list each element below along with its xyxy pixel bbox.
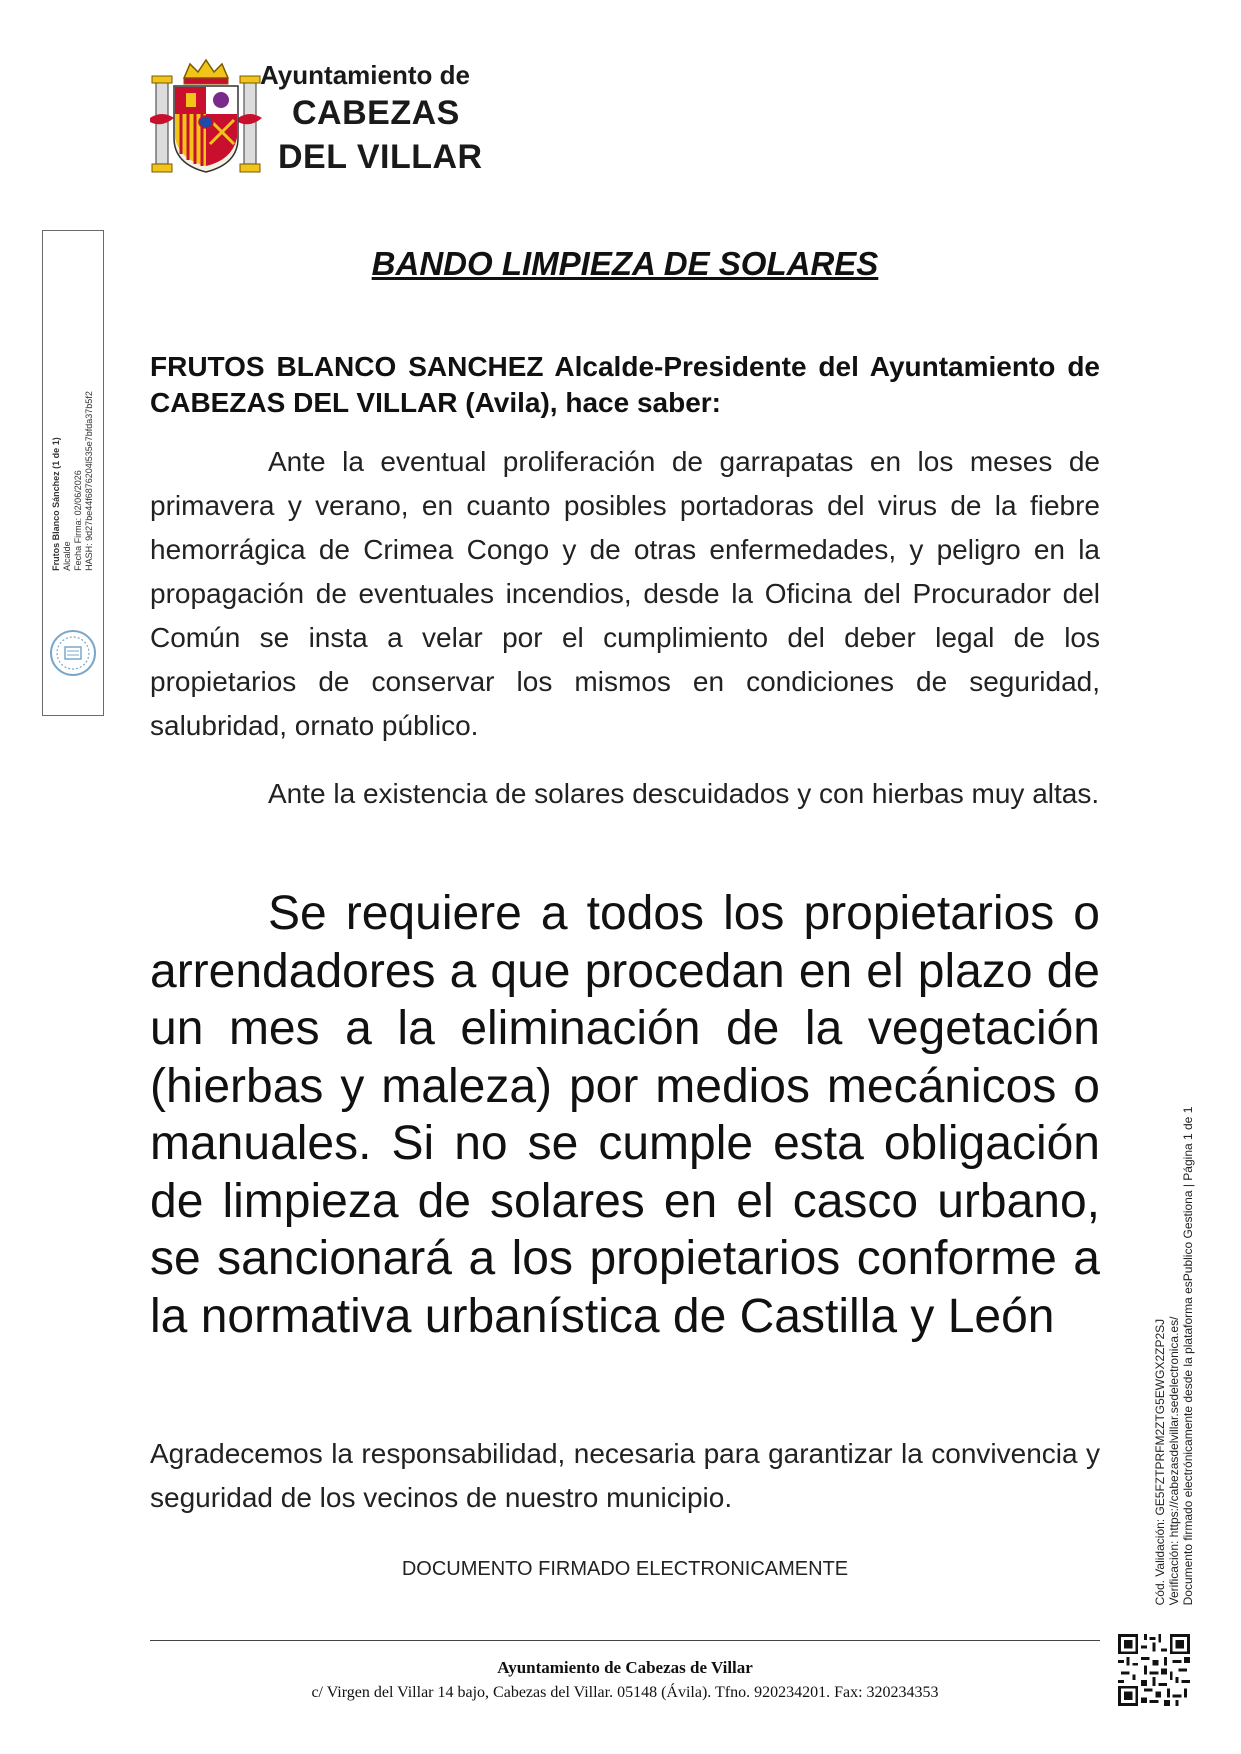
signature-date: Fecha Firma: 02/06/2026 — [73, 470, 83, 571]
signature-hash: HASH: 9d27be44f6876204l535e7bfda37b5f2 — [84, 391, 94, 571]
signature-panel — [42, 230, 104, 716]
mayor-intro: FRUTOS BLANCO SANCHEZ Alcalde-Presidente del Ayuntamiento de CABEZAS DEL VILLAR (Avila), hace saber: — [150, 351, 1100, 418]
footer-organization: Ayuntamiento de Cabezas de Villar — [497, 1658, 753, 1677]
logo-text-line3: DEL VILLAR — [278, 138, 483, 176]
footer-address: c/ Virgen del Villar 14 bajo, Cabezas del Villar. 05148 (Ávila). Tfno. 920234201. Fax: 320234353 — [311, 1684, 939, 1701]
signed-note: DOCUMENTO FIRMADO ELECTRONICAMENTE — [401, 1558, 849, 1580]
platform-note: Documento firmado electrónicamente desde la plataforma esPublico Gestiona | Página 1 de 1 — [1181, 1106, 1195, 1606]
qr-code-icon — [1118, 1634, 1190, 1706]
paragraph-requirement: Se requiere a todos los propietarios o arrendadores a que procedan en el plazo de un mes a la eliminación de la vegetación (hierbas y maleza) por medios mecánicos o manuales. Si no se cumple esta obligación de limpieza de solares en el casco urbano, se sancionará a los propietarios conforme a la normativa urbanística de Castilla y León — [150, 887, 1100, 1343]
validation-code: Cód. Validación: GE5FZTPRFM2ZTG5EWGX2ZP2SJ — [1153, 1318, 1167, 1606]
footer-divider — [150, 1640, 1100, 1641]
paragraph-thanks: Agradecemos la responsabilidad, necesaria para garantizar la convivencia y seguridad de los vecinos de nuestro municipio. — [150, 1438, 1100, 1513]
logo-text-line1: Ayuntamiento de — [260, 60, 470, 90]
validation-details — [1153, 1107, 1195, 1606]
signature-details — [51, 391, 95, 571]
signer-role: Alcalde — [62, 541, 72, 571]
coat-of-arms-icon — [150, 56, 262, 178]
signer-name: Frutos Blanco Sánchez (1 de 1) — [51, 437, 61, 571]
verification-url[interactable]: Verificación: https://cabezasdelvillar.sedelectronica.es/ — [1167, 1316, 1181, 1606]
document-title: BANDO LIMPIEZA DE SOLARES — [371, 245, 879, 282]
municipal-seal-icon — [49, 629, 97, 677]
logo-text-line2: CABEZAS — [292, 94, 460, 132]
paragraph-situation: Ante la existencia de solares descuidados y con hierbas muy altas. — [268, 778, 1100, 809]
paragraph-context: Ante la eventual proliferación de garrapatas en los meses de primavera y verano, en cuanto posibles portadoras del virus de la fiebre hemorrágica de Crimea Congo y de otras enfermedades, y peligro en la propagación de eventuales incendios, desde la Oficina del Procurador del Común se insta a velar por el cumplimiento del deber legal de los propietarios de conservar los mismos en condiciones de seguridad, salubridad, ornato público. — [150, 446, 1100, 741]
header-logo — [150, 56, 490, 180]
